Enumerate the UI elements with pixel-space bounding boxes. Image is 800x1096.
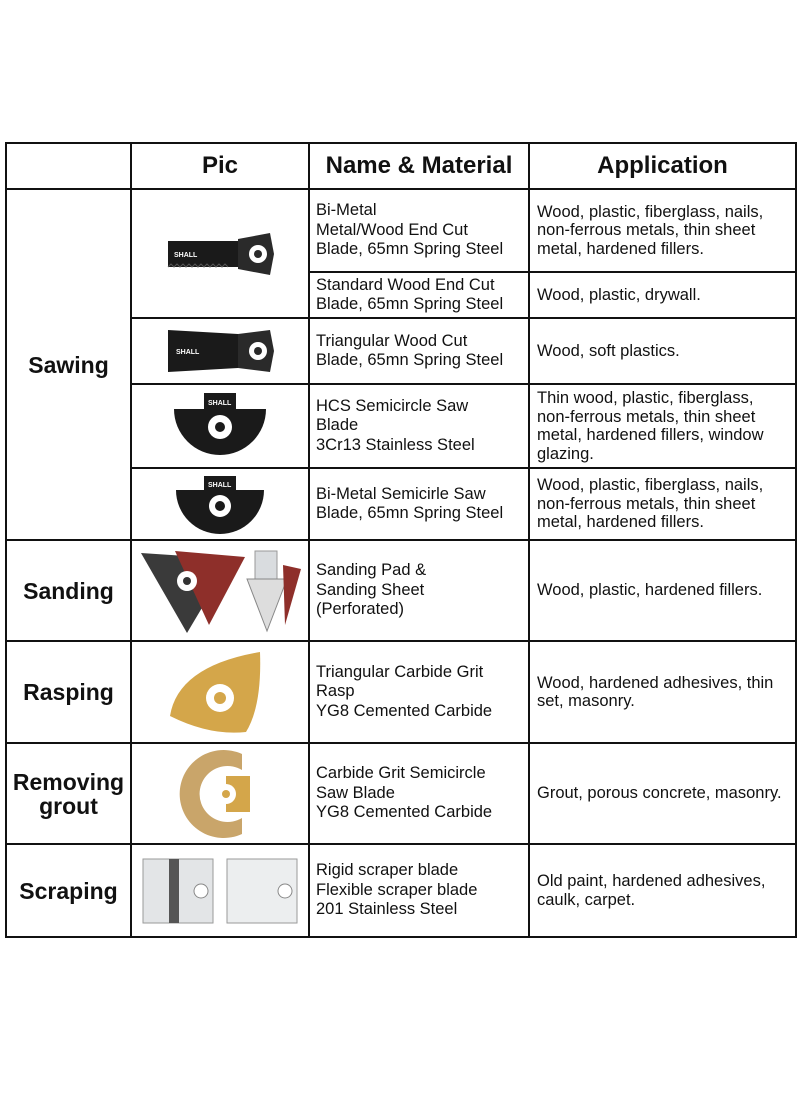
pic-scraping (131, 844, 309, 937)
name-cell: HCS Semicircle Saw Blade 3Cr13 Stainless Steel (309, 384, 529, 468)
pic-sanding (131, 540, 309, 641)
category-rasping: Rasping (6, 641, 131, 743)
name-cell: Sanding Pad & Sanding Sheet (Perforated) (309, 540, 529, 641)
application-cell: Wood, soft plastics. (529, 318, 796, 384)
brand-label: SHALL (176, 349, 200, 356)
application-cell: Wood, hardened adhesives, thin set, masonry. (529, 641, 796, 743)
carbide-rasp-image (150, 646, 290, 738)
name-cell: Bi-Metal Metal/Wood End Cut Blade, 65mn Spring Steel (309, 189, 529, 272)
table-row (6, 743, 796, 844)
brand-label: SHALL (174, 251, 198, 259)
header-application: Application (529, 143, 796, 189)
brand-label: SHALL (208, 400, 232, 407)
semicircle-blade-image (170, 389, 270, 463)
pic-bimetal-endcut (131, 189, 309, 318)
pic-triangular-wood (131, 318, 309, 384)
sanding-pad-image (135, 545, 305, 637)
carbide-semicircle-image (170, 748, 270, 840)
category-scraping: Scraping (6, 844, 131, 937)
header-row (6, 143, 796, 189)
brand-label: SHALL (208, 482, 232, 489)
triangular-blade-image (160, 324, 280, 378)
tool-comparison-table (5, 142, 797, 938)
pic-bimetal-semicircle (131, 468, 309, 540)
name-cell: Standard Wood End Cut Blade, 65mn Spring Steel (309, 272, 529, 318)
name-cell: Rigid scraper blade Flexible scraper blade 201 Stainless Steel (309, 844, 529, 937)
application-cell: Wood, plastic, fiberglass, nails, non-ferrous metals, thin sheet metal, hardened fillers. (529, 189, 796, 272)
name-cell: Triangular Carbide Grit Rasp YG8 Cemented Carbide (309, 641, 529, 743)
header-pic: Pic (131, 143, 309, 189)
semicircle-blade-image (170, 472, 270, 536)
header-category (6, 143, 131, 189)
pic-hcs-semicircle (131, 384, 309, 468)
end-cut-blade-image (160, 229, 280, 279)
application-cell: Grout, porous concrete, masonry. (529, 743, 796, 844)
name-cell: Carbide Grit Semicircle Saw Blade YG8 Cemented Carbide (309, 743, 529, 844)
application-cell: Wood, plastic, hardened fillers. (529, 540, 796, 641)
application-cell: Wood, plastic, fiberglass, nails, non-ferrous metals, thin sheet metal, hardened fillers. (529, 468, 796, 540)
category-sawing: Sawing (6, 189, 131, 540)
category-removing-grout: Removing grout (6, 743, 131, 844)
name-cell: Bi-Metal Semicirle Saw Blade, 65mn Spring Steel (309, 468, 529, 540)
scraper-blades-image (135, 851, 305, 931)
table-row (6, 844, 796, 937)
table-row (6, 189, 796, 272)
application-cell: Old paint, hardened adhesives, caulk, carpet. (529, 844, 796, 937)
table-row (6, 641, 796, 743)
application-cell: Thin wood, plastic, fiberglass, non-ferrous metals, thin sheet metal, hardened fillers, window glazing. (529, 384, 796, 468)
application-cell: Wood, plastic, drywall. (529, 272, 796, 318)
name-cell: Triangular Wood Cut Blade, 65mn Spring Steel (309, 318, 529, 384)
pic-rasping (131, 641, 309, 743)
category-sanding: Sanding (6, 540, 131, 641)
pic-grout (131, 743, 309, 844)
header-name-material: Name & Material (309, 143, 529, 189)
table-row (6, 540, 796, 641)
